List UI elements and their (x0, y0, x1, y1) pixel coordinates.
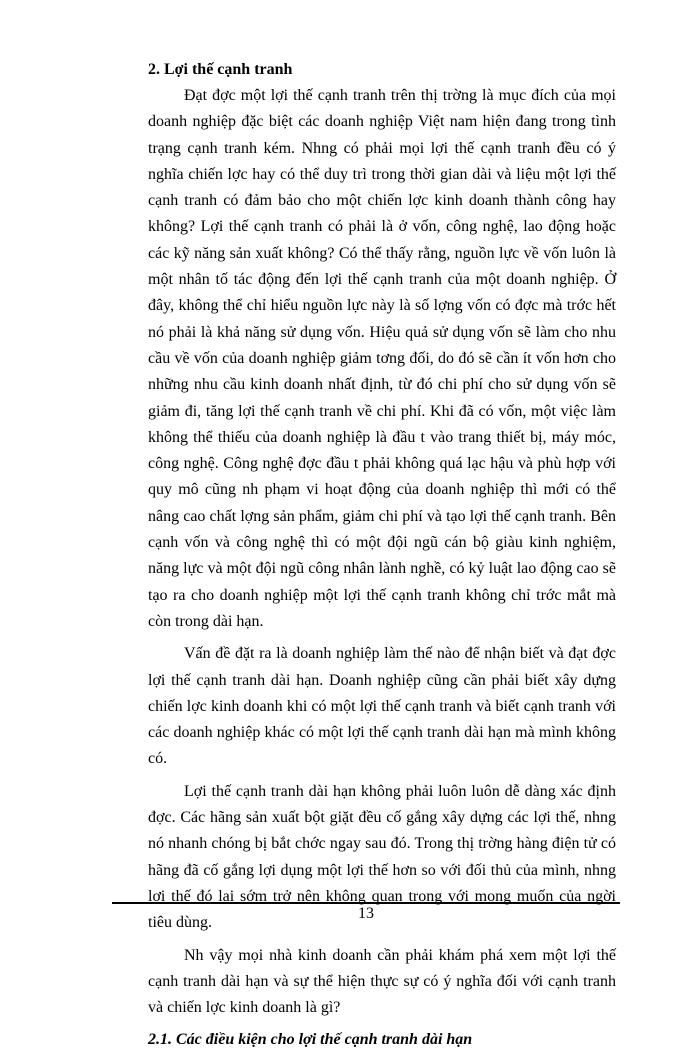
section-heading: 2. Lợi thế cạnh tranh (148, 61, 293, 78)
paragraph-4: Nh vậy mọi nhà kinh doanh cần phải khám phá xem một lợi thế cạnh tranh dài hạn và sự thể hiện thực sự có ý nghĩa đối với cạnh tranh và chiến lợc kinh doanh là gì? (148, 946, 616, 1017)
paragraph-1: Đạt đợc một lợi thế cạnh tranh trên thị trờng là mục đích của mọi doanh nghiệp đặc biệt các doanh nghiệp Việt nam hiện đang trong tình trạng cạnh tranh kém. Nhng có phải mọi lợi thế cạnh tranh đều có ý nghĩa chiến lợc hay có thể duy trì trong thời gian dài và liệu một lợi thế cạnh tranh có đảm bảo cho một chiến lợc kinh doanh thành công hay không? Lợi thế cạnh tranh có phải là ở vốn, công nghệ, lao động hoặc các kỹ năng sản xuất không? Có thể thấy rằng, nguồn lực về vốn luôn là một nhân tố tác động đến lợi thế cạnh tranh của một doanh nghiệp. Ở đây, không thể chỉ hiểu nguồn lực này là số lợng vốn có đợc mà trớc hết nó phải là khả năng sử dụng vốn. Hiệu quả sử dụng vốn sẽ làm cho nhu cầu về vốn của doanh nghiệp giảm tơng đối, do đó sẽ cần ít vốn hơn cho những nhu cầu kinh doanh nhất định, từ đó chi phí cho sử dụng vốn sẽ giảm đi, tăng lợi thế cạnh tranh về chi phí. Khi đã có vốn, một việc làm không thể thiếu của doanh nghiệp là đầu t vào trang thiết bị, máy móc, công nghệ. Công nghệ đợc đầu t phải không quá lạc hậu và phù hợp với quy mô cũng nh phạm vi hoạt động của doanh nghiệp thì mới có thể nâng cao chất lợng sản phẩm, giảm chi phí và tạo lợi thế cạnh tranh. Bên cạnh vốn và công nghệ thì có một đội ngũ cán bộ giàu kinh nghiệm, năng lực và một đội ngũ công nhân lành nghề, có kỷ luật lao động cao sẽ tạo ra cho doanh nghiệp một lợi thế cạnh tranh không chỉ trớc mắt mà còn trong dài hạn. (148, 87, 616, 630)
page-number: 13 (358, 905, 374, 922)
subsection-heading: 2.1. Các điều kiện cho lợi thế cạnh tranh dài hạn (148, 1031, 473, 1049)
paragraph-3: Lợi thế cạnh tranh dài hạn không phải luôn luôn dễ dàng xác định đợc. Các hãng sản xuất bột giặt đều cố gắng xây dựng các lợi thế, nhng nó nhanh chóng bị bắt chớc ngay sau đó. Trong thị trờng hàng điện tử có hãng đã cố gắng lợi dụng một lợi thế hơn so với đối thủ của mình, nhng lợi thế đó lại sớm trở nên không quan trọng với mong muốn của ngời tiêu dùng. (148, 782, 616, 932)
paragraph-2: Vấn đề đặt ra là doanh nghiệp làm thế nào để nhận biết và đạt đợc lợi thế cạnh tranh dài hạn. Doanh nghiệp cũng cần phải biết xây dựng chiến lợc kinh doanh khi có một lợi thế cạnh tranh và biết cạnh tranh với các doanh nghiệp khác có một lợi thế cạnh tranh dài hạn mà mình không có. (148, 645, 616, 768)
